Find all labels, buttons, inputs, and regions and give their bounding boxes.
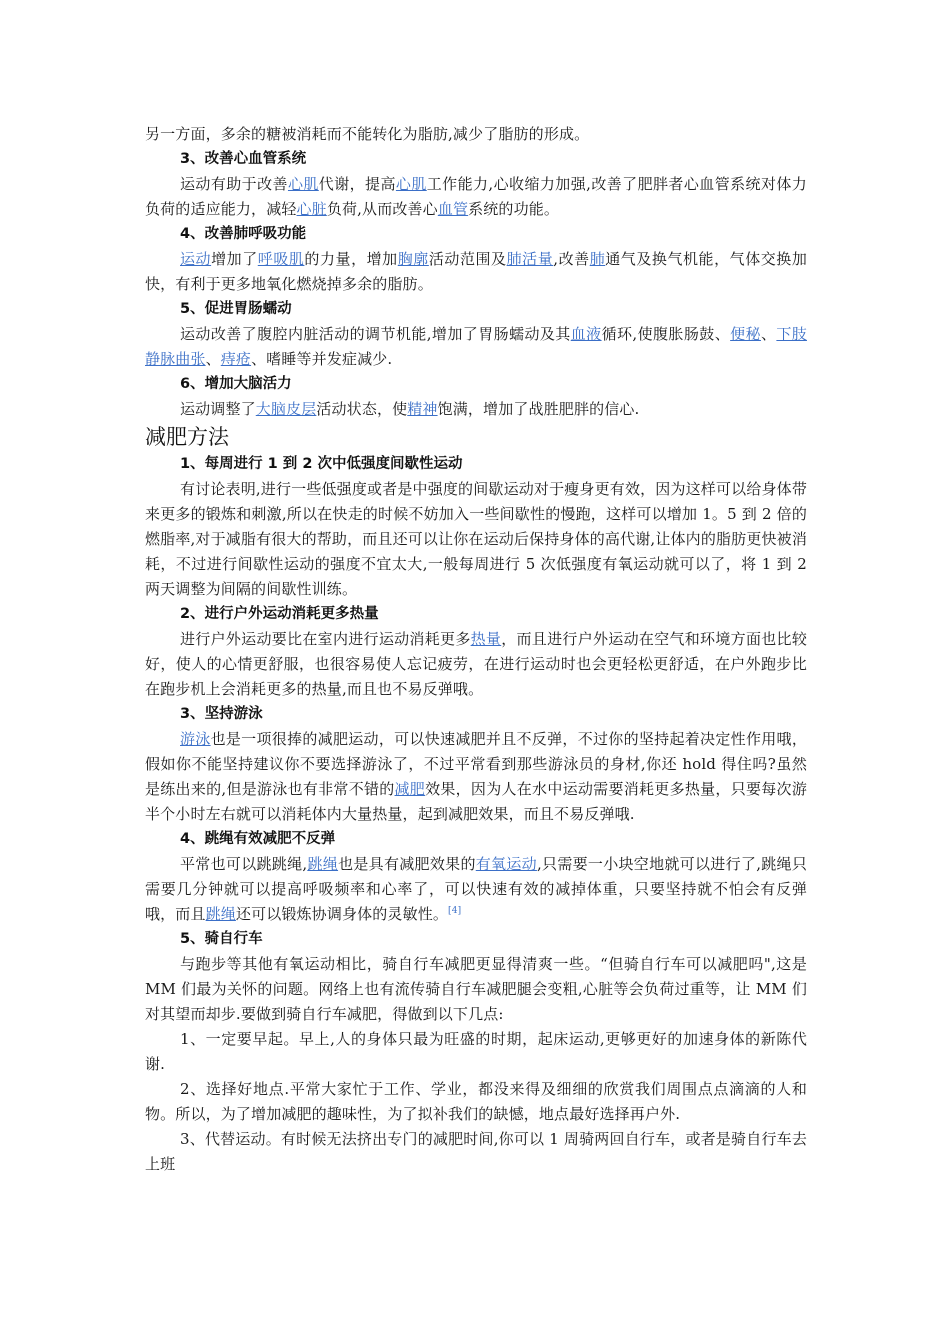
paragraph-peristalsis [145, 322, 807, 372]
text-run: 工作能力,心收缩力加强,改善了肥胖者心血管系统对体力负荷的适应能力，减轻 [145, 175, 807, 218]
citation-ref[interactable]: [4] [448, 906, 462, 916]
paragraph-lung-function [145, 247, 807, 297]
paragraph-cardiovascular [145, 172, 807, 222]
paragraph-swimming [145, 727, 807, 827]
paragraph-cycling-tip-2: 2、选择好地点.平常大家忙于工作、学业，都没来得及细细的欣赏我们周围点点滴滴的人和物。所以，为了增加减肥的趣味性，为了拟补我们的缺憾，地点最好选择再户外. [145, 1080, 807, 1123]
text-run: 还可以锻炼协调身体的灵敏性。 [235, 905, 449, 923]
link-aerobic-exercise[interactable]: 有氧运动 [475, 855, 537, 873]
heading-cardiovascular: 3、改善心血管系统 [180, 151, 307, 167]
link-respiratory-muscle[interactable]: 呼吸肌 [257, 250, 305, 268]
paragraph-outdoor-exercise [145, 627, 807, 702]
text-run: 也是具有减肥效果的 [338, 855, 476, 873]
paragraph-cycling-tip-3: 3、代替运动。有时候无法挤出专门的减肥时间,你可以 1 周骑两回自行车，或者是骑自行车去上班 [145, 1130, 807, 1173]
link-constipation[interactable]: 便秘 [730, 325, 761, 343]
link-spirit[interactable]: 精神 [407, 400, 438, 418]
link-myocardium[interactable]: 心肌 [287, 175, 319, 193]
text-run: ,改善 [553, 250, 590, 268]
link-calories[interactable]: 热量 [470, 630, 502, 648]
heading-peristalsis: 5、促进胃肠蠕动 [180, 301, 292, 317]
text-run: 也是一项很捧的减肥运动，可以快速减肥并且不反弹，不过你的坚持起着决定性作用哦，假如你不能坚持建议你不要选择游泳了，不过平常看到那些游泳员的身材,你还 hold 得住吗?虽然是练出来的,但是游泳也有非常不错的 [145, 730, 807, 798]
text-run: 平常也可以跳跳绳, [180, 855, 308, 873]
text-run: 、嗜睡等并发症减少. [251, 350, 393, 368]
heading-brain-vitality: 6、增加大脑活力 [180, 376, 292, 392]
link-myocardium-2[interactable]: 心肌 [395, 175, 427, 193]
link-blood-vessel[interactable]: 血管 [437, 200, 469, 218]
heading-lung-function: 4、改善肺呼吸功能 [180, 226, 307, 242]
link-heart[interactable]: 心脏 [296, 200, 327, 218]
paragraph-cycling-tip-1: 1、一定要早起。早上,人的身体只最为旺盛的时期，起床运动,更够更好的加速身体的新陈代谢. [145, 1030, 807, 1073]
heading-swimming: 3、坚持游泳 [180, 706, 263, 722]
document-page [145, 122, 807, 1177]
text-run: 增加了 [211, 250, 258, 268]
text-run: 效果，因为人在水中运动需要消耗更多热量，只要每次游半个小时左右就可以消耗体内大量热量，起到减肥效果，而且不易反弹哦. [145, 780, 807, 823]
link-swimming[interactable]: 游泳 [180, 730, 211, 748]
text-run: 运动调整了 [180, 400, 256, 418]
heading-outdoor-exercise: 2、进行户外运动消耗更多热量 [180, 606, 379, 622]
text-run: 活动状态，使 [316, 400, 408, 418]
text-run: 运动有助于改善 [180, 175, 288, 193]
link-jump-rope[interactable]: 跳绳 [307, 855, 339, 873]
link-weight-loss[interactable]: 减肥 [394, 780, 426, 798]
link-hemorrhoids[interactable]: 痔疮 [220, 350, 252, 368]
link-exercise[interactable]: 运动 [180, 250, 212, 268]
paragraph-brain-vitality [145, 397, 807, 422]
text-run: 通气及换气机能，气体交换加快，有利于更多地氧化燃烧掉多余的脂肪。 [145, 250, 808, 293]
heading-cycling: 5、骑自行车 [180, 931, 263, 947]
text-run: 饱满，增加了战胜肥胖的信心. [437, 400, 640, 418]
text-run: 负荷,从而改善心 [326, 200, 438, 218]
paragraph-jump-rope [145, 852, 807, 927]
link-cerebral-cortex[interactable]: 大脑皮层 [255, 400, 317, 418]
link-varicose-veins[interactable]: 下肢静脉曲张 [145, 325, 807, 368]
text-run: ,只需要一小块空地就可以进行了,跳绳只需要几分钟就可以提高呼吸频率和心率了，可以快速有效的减掉体重，只要坚持就不怕会有反弹哦，而且 [145, 855, 807, 923]
text-run: 运动改善了腹腔内脏活动的调节机能,增加了胃肠蠕动及其 [180, 325, 571, 343]
heading-jump-rope: 4、跳绳有效减肥不反弹 [180, 831, 336, 847]
text-run: 循环,使腹胀肠鼓、 [601, 325, 731, 343]
link-thorax[interactable]: 胸廓 [397, 250, 429, 268]
heading-interval-exercise: 1、每周进行 1 到 2 次中低强度间歇性运动 [180, 456, 463, 472]
paragraph-cycling: 与跑步等其他有氧运动相比，骑自行车减肥更显得清爽一些。“但骑自行车可以减肥吗",这是 MM 们最为关怀的问题。网络上也有流传骑自行车减肥腿会变粗,心脏等会负荷过重等，让 MM 们对其望而却步.要做到骑自行车减肥，得做到以下几点: [145, 955, 807, 1023]
paragraph-fat-formation: 另一方面，多余的糖被消耗而不能转化为脂肪,减少了脂肪的形成。 [145, 125, 590, 143]
text-run: 代谢，提高 [318, 175, 396, 193]
link-lung[interactable]: 肺 [589, 250, 606, 268]
section-title-weight-loss-methods: 减肥方法 [145, 425, 229, 449]
text-run: 、 [205, 350, 221, 368]
link-vital-capacity[interactable]: 肺活量 [506, 250, 554, 268]
text-run: 进行户外运动要比在室内进行运动消耗更多 [180, 630, 471, 648]
text-run: 活动范围及 [428, 250, 507, 268]
link-jump-rope-2[interactable]: 跳绳 [205, 905, 236, 923]
text-run: 、 [760, 325, 777, 343]
link-blood[interactable]: 血液 [570, 325, 602, 343]
paragraph-interval-exercise: 有讨论表明,进行一些低强度或者是中强度的间歇运动对于瘦身更有效，因为这样可以给身体带来更多的锻炼和刺激,所以在快走的时候不妨加入一些间歇性的慢跑，这样可以增加 1。5 到 2 倍的燃脂率,对于减脂有很大的帮助，而且还可以让你在运动后保持身体的高代谢,让体内的脂肪更快被消耗，不过进行间歇性运动的强度不宜太大,一般每周进行 5 次低强度有氧运动就可以了，将 1 到 2 两天调整为间隔的间歇性训练。 [145, 480, 807, 598]
text-run: ，而且进行户外运动在空气和环境方面也比较好，使人的心情更舒服，也很容易使人忘记疲劳，在进行运动时也会更轻松更舒适，在户外跑步比在跑步机上会消耗更多的热量,而且也不易反弹哦。 [145, 630, 807, 698]
text-run: 系统的功能。 [468, 200, 560, 218]
text-run: 的力量，增加 [304, 250, 398, 268]
